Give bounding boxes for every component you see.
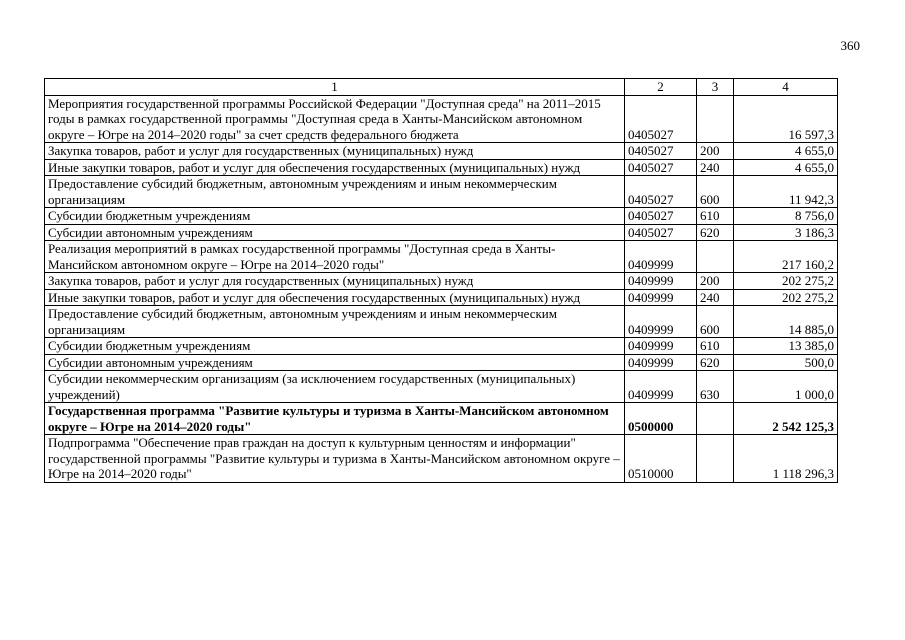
row-type: 610 — [697, 338, 734, 355]
row-code: 0405027 — [625, 143, 697, 160]
row-name: Субсидии бюджетным учреждениям — [45, 208, 625, 225]
row-amount: 202 275,2 — [734, 273, 838, 290]
row-code: 0409999 — [625, 273, 697, 290]
row-type: 240 — [697, 159, 734, 176]
table-row — [45, 143, 838, 160]
row-code: 0409999 — [625, 306, 697, 338]
row-type: 620 — [697, 354, 734, 371]
budget-table — [44, 78, 838, 483]
header-col-1: 1 — [45, 79, 625, 96]
row-name: Субсидии автономным учреждениям — [45, 224, 625, 241]
row-type: 600 — [697, 176, 734, 208]
row-amount: 202 275,2 — [734, 289, 838, 306]
row-name: Закупка товаров, работ и услуг для государственных (муниципальных) нужд — [45, 273, 625, 290]
row-amount: 1 000,0 — [734, 371, 838, 403]
row-name: Предоставление субсидий бюджетным, автономным учреждениям и иным некоммерческим организациям — [45, 306, 625, 338]
page-number: 360 — [840, 38, 860, 53]
row-name: Иные закупки товаров, работ и услуг для обеспечения государственных (муниципальных) нужд — [45, 159, 625, 176]
row-code: 0405027 — [625, 224, 697, 241]
table-row — [45, 159, 838, 176]
row-amount: 500,0 — [734, 354, 838, 371]
header-col-3: 3 — [697, 79, 734, 96]
row-amount: 13 385,0 — [734, 338, 838, 355]
row-amount: 4 655,0 — [734, 143, 838, 160]
row-name: Государственная программа "Развитие культуры и туризма в Ханты-Мансийском автономном округе – Югре на 2014–2020 годы" — [45, 403, 625, 435]
row-code: 0409999 — [625, 371, 697, 403]
row-name: Закупка товаров, работ и услуг для государственных (муниципальных) нужд — [45, 143, 625, 160]
row-code: 0405027 — [625, 159, 697, 176]
row-name: Иные закупки товаров, работ и услуг для обеспечения государственных (муниципальных) нужд — [45, 289, 625, 306]
row-amount: 16 597,3 — [734, 95, 838, 143]
row-amount: 4 655,0 — [734, 159, 838, 176]
row-amount: 2 542 125,3 — [734, 403, 838, 435]
table-row — [45, 273, 838, 290]
table-header — [45, 79, 838, 96]
row-code: 0409999 — [625, 354, 697, 371]
row-type: 200 — [697, 273, 734, 290]
row-type — [697, 435, 734, 483]
row-code: 0409999 — [625, 338, 697, 355]
row-amount: 8 756,0 — [734, 208, 838, 225]
row-amount: 217 160,2 — [734, 241, 838, 273]
row-type — [697, 403, 734, 435]
row-code: 0500000 — [625, 403, 697, 435]
header-col-2: 2 — [625, 79, 697, 96]
table-row — [45, 338, 838, 355]
row-type: 610 — [697, 208, 734, 225]
row-amount: 1 118 296,3 — [734, 435, 838, 483]
table-row — [45, 95, 838, 143]
row-amount: 3 186,3 — [734, 224, 838, 241]
row-name: Реализация мероприятий в рамках государственной программы "Доступная среда в Ханты-Мансийском автономном округе – Югре на 2014–2020 годы" — [45, 241, 625, 273]
table-row — [45, 176, 838, 208]
row-code: 0405027 — [625, 176, 697, 208]
row-code: 0405027 — [625, 208, 697, 225]
table-row-program — [45, 403, 838, 435]
table-row — [45, 306, 838, 338]
row-code: 0405027 — [625, 95, 697, 143]
row-name: Субсидии бюджетным учреждениям — [45, 338, 625, 355]
row-type: 200 — [697, 143, 734, 160]
table-row — [45, 208, 838, 225]
row-name: Субсидии автономным учреждениям — [45, 354, 625, 371]
table-row — [45, 241, 838, 273]
table-body — [45, 95, 838, 482]
row-code: 0409999 — [625, 241, 697, 273]
row-code: 0409999 — [625, 289, 697, 306]
row-name: Субсидии некоммерческим организациям (за исключением государственных (муниципальных) учреждений) — [45, 371, 625, 403]
row-code: 0510000 — [625, 435, 697, 483]
table-row — [45, 371, 838, 403]
row-type — [697, 241, 734, 273]
row-name: Мероприятия государственной программы Российской Федерации "Доступная среда" на 2011–2015 годы в рамках государственной программы "Доступная среда в Ханты-Мансийском автономном округе – Югре на 2014–2020 годы" за счет средств федерального бюджета — [45, 95, 625, 143]
table-row — [45, 354, 838, 371]
row-name: Подпрограмма "Обеспечение прав граждан на доступ к культурным ценностям и информации" государственной программы "Развитие культуры и туризма в Ханты-Мансийском автономном округе – Югре на 2014–2020 годы" — [45, 435, 625, 483]
row-type — [697, 95, 734, 143]
row-type: 630 — [697, 371, 734, 403]
row-type: 600 — [697, 306, 734, 338]
row-name: Предоставление субсидий бюджетным, автономным учреждениям и иным некоммерческим организациям — [45, 176, 625, 208]
row-type: 620 — [697, 224, 734, 241]
table-row — [45, 224, 838, 241]
header-row — [45, 79, 838, 96]
table-row — [45, 435, 838, 483]
row-type: 240 — [697, 289, 734, 306]
header-col-4: 4 — [734, 79, 838, 96]
row-amount: 14 885,0 — [734, 306, 838, 338]
row-amount: 11 942,3 — [734, 176, 838, 208]
table-row — [45, 289, 838, 306]
